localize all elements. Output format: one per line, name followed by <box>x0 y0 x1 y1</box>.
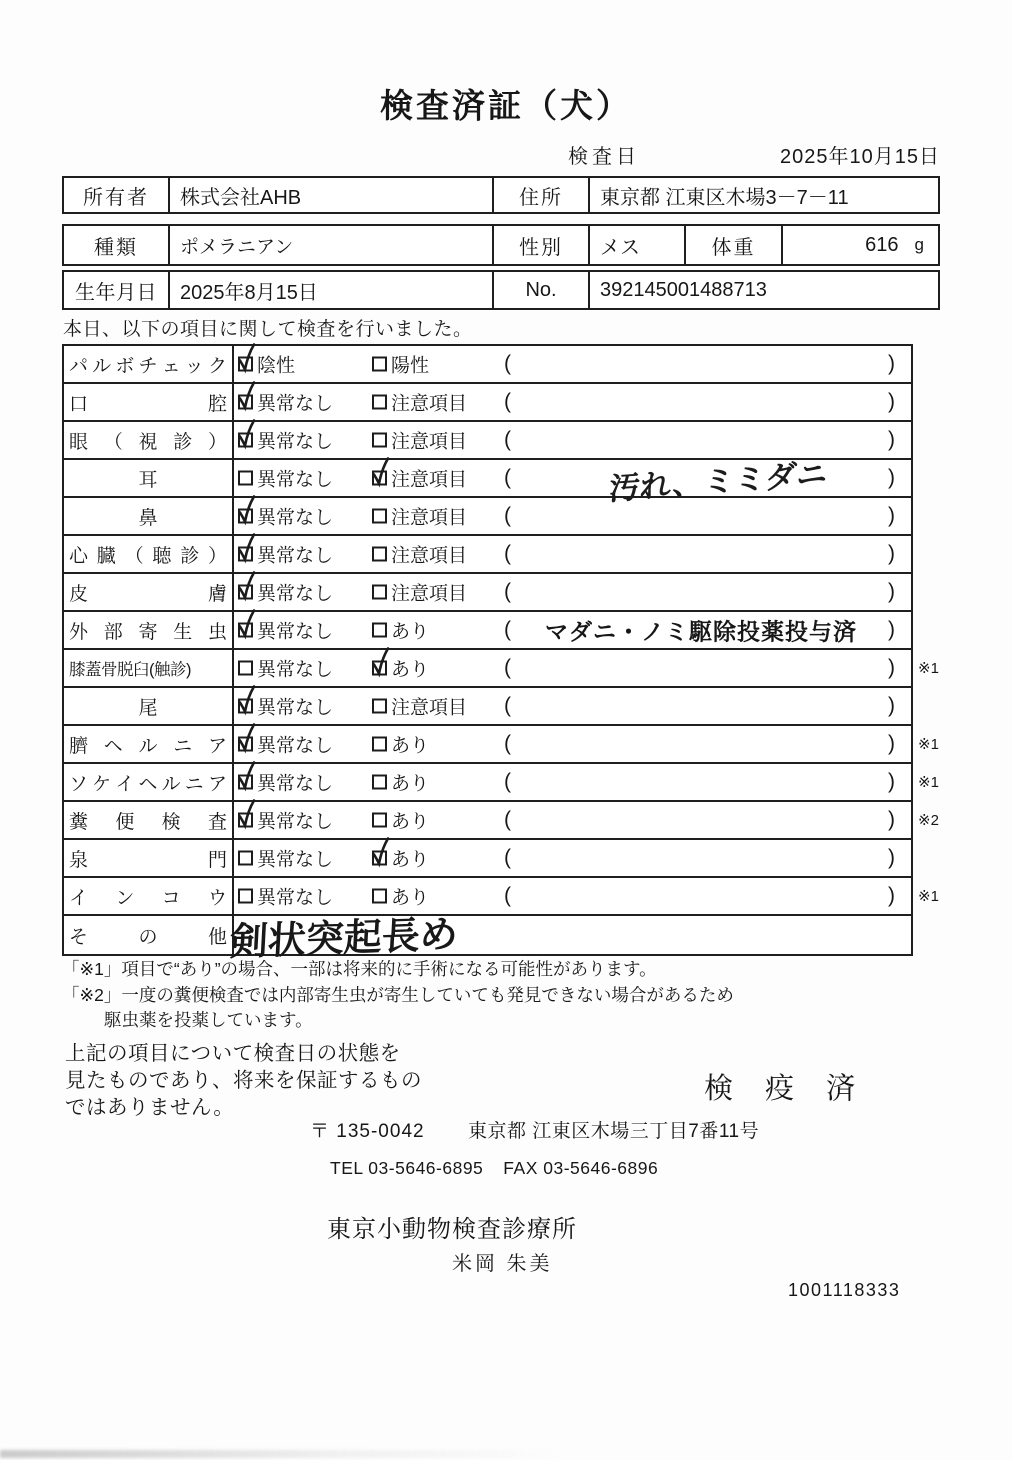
exam-item-label: 皮 膚 <box>64 574 234 610</box>
paren-close: ) <box>888 656 895 679</box>
paren-close: ) <box>888 390 895 413</box>
checkbox-group <box>372 845 429 872</box>
checkbox-checked <box>238 775 253 790</box>
check-mark <box>369 456 393 490</box>
checkbox-unchecked <box>372 813 387 828</box>
pet-info-table-row2 <box>62 270 940 310</box>
check-mark <box>235 380 259 414</box>
exam-row <box>64 878 939 916</box>
checkbox-group <box>372 693 467 720</box>
exam-item-label: 口 腔 <box>64 384 234 420</box>
checkbox-group <box>372 389 467 416</box>
weight-unit: g <box>914 235 924 254</box>
page-title: 検査済証（犬） <box>380 87 632 124</box>
checkbox-unchecked <box>372 737 387 752</box>
checkbox-unchecked <box>372 585 387 600</box>
clinic-address: 東京都 江東区木場三丁目7番11号 <box>468 1121 760 1142</box>
checkbox-label: 注意項目 <box>391 469 468 491</box>
paren-open: ( <box>504 542 511 565</box>
paren-open: ( <box>504 656 511 679</box>
check-mark <box>235 494 259 528</box>
checkbox-label: あり <box>391 773 430 795</box>
exam-item-label: 臍 ヘ ル ニ ア <box>64 726 234 762</box>
check-mark <box>235 418 259 452</box>
checkbox-group <box>372 503 467 530</box>
paren-close: ) <box>888 732 895 755</box>
checkbox-unchecked <box>372 547 387 562</box>
checkbox-checked <box>238 623 253 638</box>
checkbox-checked <box>238 395 253 410</box>
paren-close: ) <box>888 466 895 489</box>
checkbox-checked <box>238 699 253 714</box>
checkbox-group <box>238 389 333 416</box>
disclaimer-line-3: ではありません。 <box>65 1096 235 1119</box>
checkbox-group <box>372 807 429 834</box>
exam-item-label: 鼻 <box>64 498 234 534</box>
checkbox-group <box>238 655 333 682</box>
checkbox-unchecked <box>372 775 387 790</box>
checkbox-group <box>238 845 333 872</box>
checkbox-label: 異常なし <box>257 431 334 453</box>
paren-close: ) <box>888 542 895 565</box>
checkbox-group <box>372 351 429 378</box>
checkbox-checked <box>238 737 253 752</box>
checkbox-group <box>372 465 467 492</box>
weight-label: 体重 <box>686 226 783 264</box>
checkbox-group <box>372 655 429 682</box>
inspection-date-label: 検査日 <box>568 146 640 168</box>
exam-row <box>64 574 911 612</box>
exam-item-label: 外 部 寄 生 虫 <box>64 612 234 648</box>
check-mark <box>235 608 259 642</box>
reference-mark: ※1 <box>918 736 939 753</box>
checkbox-group <box>238 807 333 834</box>
exam-row <box>64 764 939 802</box>
paren-open: ( <box>504 618 511 641</box>
checkbox-group <box>238 617 333 644</box>
checkbox-checked <box>238 509 253 524</box>
paren-close: ) <box>888 770 895 793</box>
exam-item-label: ソ ケ イ ヘ ル ニ ア <box>64 764 234 800</box>
checkbox-checked <box>372 851 387 866</box>
pet-info-table-row1 <box>62 224 940 266</box>
paren-close: ) <box>888 694 895 717</box>
check-mark <box>235 760 259 794</box>
exam-row <box>64 726 939 764</box>
checkbox-label: 異常なし <box>257 697 334 719</box>
disclaimer-line-2: 見たものであり、将来を保証するもの <box>65 1069 422 1092</box>
paren-close: ) <box>888 428 895 451</box>
checkbox-group <box>238 731 333 758</box>
clinic-phone-line <box>330 1158 658 1179</box>
paren-open: ( <box>504 504 511 527</box>
paren-open: ( <box>504 808 511 831</box>
exam-item-label: 泉 門 <box>64 840 234 876</box>
checkbox-group <box>238 579 333 606</box>
checkbox-checked <box>238 813 253 828</box>
checkbox-label: あり <box>391 887 430 909</box>
exam-row <box>64 536 911 574</box>
checkbox-checked <box>372 471 387 486</box>
check-mark <box>235 684 259 718</box>
checkbox-group <box>372 769 429 796</box>
examiner-name: 米岡 朱美 <box>452 1253 553 1275</box>
checkbox-label: 異常なし <box>257 773 334 795</box>
checkbox-unchecked <box>372 395 387 410</box>
owner-info-table <box>62 176 940 214</box>
paren-open: ( <box>504 390 511 413</box>
printed-note: マダニ・ノミ駆除投薬投与済 <box>545 618 857 645</box>
breed-label: 種類 <box>64 226 170 264</box>
checkbox-label: 異常なし <box>257 659 334 681</box>
checkbox-group <box>238 693 333 720</box>
checkbox-label: 異常なし <box>257 507 334 529</box>
checkbox-label: 異常なし <box>257 393 334 415</box>
checkbox-group <box>372 427 467 454</box>
checkbox-checked <box>238 547 253 562</box>
paren-close: ) <box>888 808 895 831</box>
paren-close: ) <box>888 352 895 375</box>
scan-artifact <box>0 1450 560 1458</box>
checkbox-unchecked <box>372 509 387 524</box>
sex-label: 性別 <box>494 226 590 264</box>
checkbox-group <box>238 541 333 568</box>
no-value: 392145001488713 <box>600 278 767 301</box>
checkbox-group <box>372 731 429 758</box>
exam-item-label: 糞 便 検 査 <box>64 802 234 838</box>
checkbox-group <box>238 883 333 910</box>
checkbox-label: 異常なし <box>257 887 334 909</box>
quarantine-stamp: 検 疫 済 <box>704 1073 868 1105</box>
exam-row <box>64 650 939 688</box>
checkbox-label: 注意項目 <box>391 393 468 415</box>
paren-open: ( <box>504 770 511 793</box>
sex-value: メス <box>590 226 686 264</box>
checkbox-group <box>238 427 333 454</box>
reference-mark: ※1 <box>918 888 939 905</box>
checkbox-label: あり <box>391 659 430 681</box>
checkbox-checked <box>238 433 253 448</box>
exam-item-label: 眼 （ 視 診 ） <box>64 422 234 458</box>
exam-row <box>64 913 911 965</box>
exam-item-label: 膝蓋骨脱臼(触診) <box>64 650 234 686</box>
checkbox-unchecked <box>238 889 253 904</box>
checkbox-unchecked <box>372 699 387 714</box>
checkbox-label: 注意項目 <box>391 507 468 529</box>
clinic-fax: FAX 03-5646-6896 <box>503 1158 659 1178</box>
check-mark <box>235 532 259 566</box>
exam-item-label: 心 臓 （ 聴 診 ） <box>64 536 234 572</box>
checkbox-label: あり <box>391 811 430 833</box>
weight-value-cell <box>783 226 938 264</box>
checkbox-label: 異常なし <box>257 583 334 605</box>
checkbox-label: 異常なし <box>257 621 334 643</box>
exam-table <box>62 344 939 965</box>
exam-row <box>64 498 911 536</box>
handwritten-note: 汚れ、ミミダニ <box>607 456 829 507</box>
handwritten-note: 剣状突起長め <box>228 913 459 965</box>
check-mark <box>235 798 259 832</box>
checkbox-group <box>238 351 295 378</box>
exam-row <box>64 456 911 507</box>
paren-open: ( <box>504 352 511 375</box>
checkbox-checked <box>238 357 253 372</box>
checkbox-unchecked <box>238 851 253 866</box>
checkbox-label: 異常なし <box>257 735 334 757</box>
checkbox-group <box>238 769 333 796</box>
checkbox-label: 注意項目 <box>391 583 468 605</box>
clinic-tel: TEL 03-5646-6895 <box>330 1158 484 1178</box>
exam-row <box>64 840 911 878</box>
checkbox-group <box>372 579 467 606</box>
checkbox-unchecked <box>238 661 253 676</box>
clinic-postal-code: 〒 135-0042 <box>310 1121 425 1142</box>
paren-close: ) <box>888 846 895 869</box>
exam-item-label: 尾 <box>64 688 234 724</box>
exam-row <box>64 612 911 650</box>
checkbox-label: 陽性 <box>391 355 430 377</box>
checkbox-group <box>238 465 333 492</box>
paren-open: ( <box>504 466 511 489</box>
disclaimer-line-1: 上記の項目について検査日の状態を <box>65 1042 401 1065</box>
paren-close: ) <box>888 580 895 603</box>
checkbox-unchecked <box>372 433 387 448</box>
checkbox-label: 注意項目 <box>391 545 468 567</box>
reference-mark: ※2 <box>918 812 939 829</box>
birth-value: 2025年8月15日 <box>170 272 494 308</box>
clinic-name: 東京小動物検査診療所 <box>327 1216 577 1243</box>
checkbox-checked <box>238 585 253 600</box>
paren-open: ( <box>504 732 511 755</box>
owner-value: 株式会社AHB <box>170 178 494 212</box>
checkbox-label: あり <box>391 849 430 871</box>
paren-open: ( <box>504 694 511 717</box>
checkbox-label: 注意項目 <box>391 697 468 719</box>
checkbox-label: 注意項目 <box>391 431 468 453</box>
check-mark <box>369 836 393 870</box>
reference-mark: ※1 <box>918 774 939 791</box>
paren-open: ( <box>504 884 511 907</box>
exam-item-label: パ ル ボ チ ェ ッ ク <box>64 346 234 382</box>
checkbox-checked <box>372 661 387 676</box>
checkbox-unchecked <box>372 623 387 638</box>
reference-mark: ※1 <box>918 660 939 677</box>
birth-label: 生年月日 <box>64 272 170 308</box>
exam-row <box>64 384 911 422</box>
checkbox-label: 陰性 <box>257 355 296 377</box>
footnote-1: 「※1」項目で“あり”の場合、一部は将来的に手術になる可能性があります。 <box>62 959 657 979</box>
address-label: 住所 <box>494 178 590 212</box>
paren-close: ) <box>888 504 895 527</box>
breed-value: ポメラニアン <box>170 226 494 264</box>
exam-item-label: イ ン コ ウ <box>64 878 234 914</box>
inspection-date-value: 2025年10月15日 <box>780 146 940 168</box>
address-value: 東京都 江東区木場3－7－11 <box>600 186 849 209</box>
weight-value: 616 <box>865 233 899 256</box>
checkbox-label: 異常なし <box>257 545 334 567</box>
checkbox-label: あり <box>391 621 430 643</box>
paren-open: ( <box>504 846 511 869</box>
exam-item-label: そ の 他 <box>64 916 234 954</box>
paren-open: ( <box>504 580 511 603</box>
checkbox-label: 異常なし <box>257 811 334 833</box>
intro-text: 本日、以下の項目に関して検査を行いました。 <box>63 319 473 340</box>
checkbox-unchecked <box>238 471 253 486</box>
no-label: No. <box>494 272 590 308</box>
paren-close: ) <box>888 618 895 641</box>
check-mark <box>235 342 259 376</box>
checkbox-unchecked <box>372 357 387 372</box>
exam-row <box>64 346 911 384</box>
exam-item-label: 耳 <box>64 460 234 496</box>
exam-row <box>64 802 939 840</box>
checkbox-unchecked <box>372 889 387 904</box>
footnote-2: 「※2」一度の糞便検査では内部寄生虫が寄生していても発見できない場合があるため <box>62 985 734 1005</box>
checkbox-label: 異常なし <box>257 849 334 871</box>
paren-close: ) <box>888 884 895 907</box>
checkbox-group <box>238 503 333 530</box>
owner-label: 所有者 <box>64 178 170 212</box>
checkbox-label: 異常なし <box>257 469 334 491</box>
check-mark <box>235 570 259 604</box>
serial-number: 1001118333 <box>788 1280 901 1300</box>
checkbox-label: あり <box>391 735 430 757</box>
check-mark <box>369 646 393 680</box>
checkbox-group <box>372 617 429 644</box>
check-mark <box>235 722 259 756</box>
checkbox-group <box>372 541 467 568</box>
footnote-2-continued: 駆虫薬を投薬しています。 <box>104 1010 313 1030</box>
paren-open: ( <box>504 428 511 451</box>
exam-row <box>64 688 911 726</box>
